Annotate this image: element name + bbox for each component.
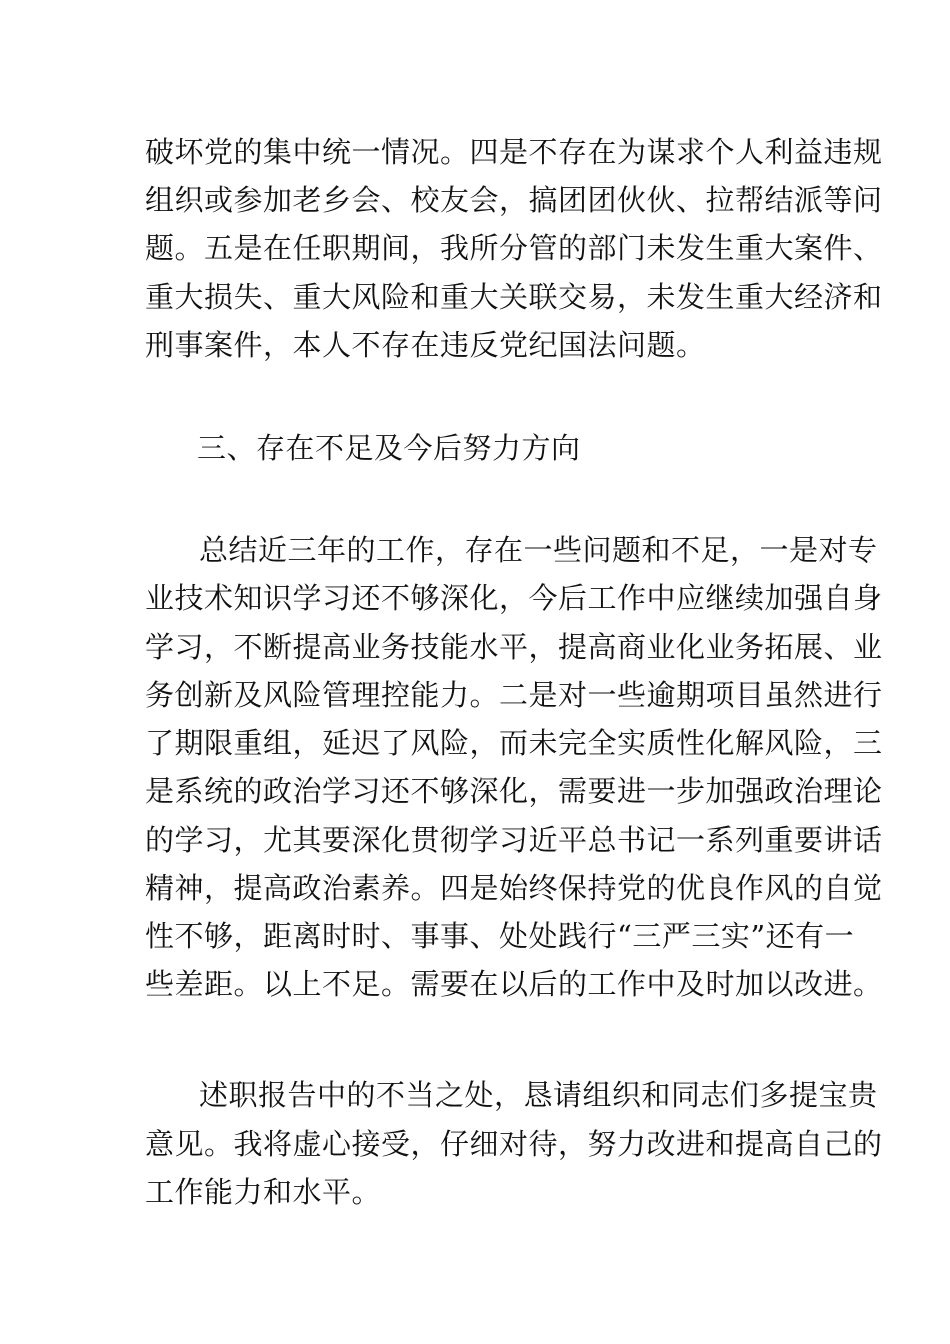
text-line: 务创新及风险管理控能力。二是对一些逾期项目虽然进行 [145, 678, 883, 712]
text-line: 破坏党的集中统一情况。四是不存在为谋求个人利益违规 [145, 135, 883, 169]
text-line: 总结近三年的工作，存在一些问题和不足，一是对专 [199, 533, 878, 567]
text-line: 了期限重组，延迟了风险，而未完全实质性化解风险，三 [145, 726, 883, 760]
text-line: 学习，不断提高业务技能水平，提高商业化业务拓展、业 [145, 630, 883, 664]
text-line: 工作能力和水平。 [145, 1175, 382, 1209]
text-line: 是系统的政治学习还不够深化，需要进一步加强政治理论 [145, 774, 883, 808]
text-line: 题。五是在任职期间，我所分管的部门未发生重大案件、 [145, 231, 883, 265]
text-line: 性不够，距离时时、事事、处处践行“三严三实”还有一 [145, 919, 855, 953]
text-line: 的学习，尤其要深化贯彻学习近平总书记一系列重要讲话 [145, 823, 883, 857]
text-line: 精神，提高政治素养。四是始终保持党的优良作风的自觉 [145, 871, 883, 905]
text-line: 些差距。以上不足。需要在以后的工作中及时加以改进。 [145, 967, 883, 1001]
text-line: 刑事案件，本人不存在违反党纪国法问题。 [145, 328, 706, 362]
text-line: 组织或参加老乡会、校友会，搞团团伙伙、拉帮结派等问 [145, 183, 883, 217]
section-heading: 三、存在不足及今后努力方向 [197, 431, 581, 465]
text-line: 业技术知识学习还不够深化，今后工作中应继续加强自身 [145, 581, 883, 615]
text-line: 意见。我将虚心接受，仔细对待，努力改进和提高自己的 [145, 1127, 883, 1161]
text-line: 述职报告中的不当之处，恳请组织和同志们多提宝贵 [199, 1078, 878, 1112]
text-line: 重大损失、重大风险和重大关联交易，未发生重大经济和 [145, 280, 883, 314]
